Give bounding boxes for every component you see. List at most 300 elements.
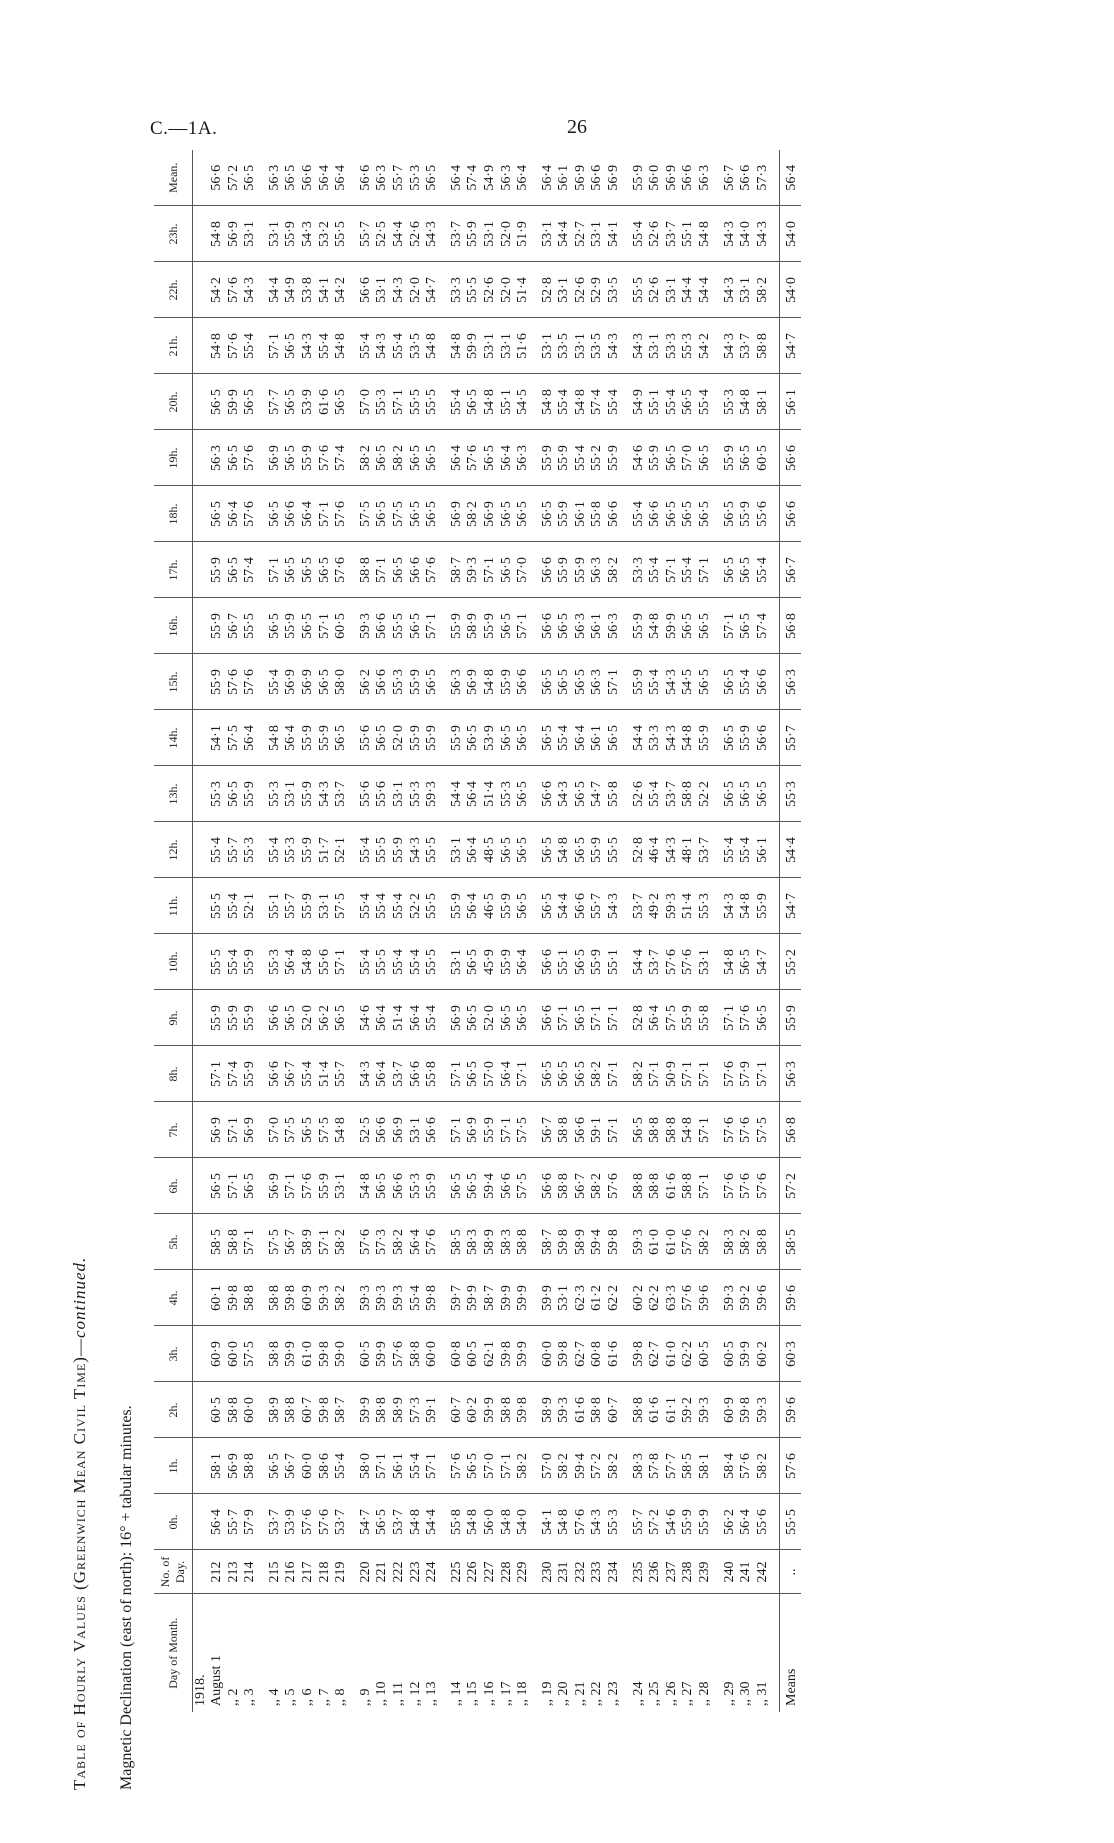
empty-cell [350,1594,358,1712]
header-hour-22: 22h. [154,262,193,318]
hour-value-cell: 57·6 [755,1158,772,1214]
hour-value-cell: 58·1 [755,374,772,430]
hourly-values-table-container [154,162,1054,1712]
hour-value-cell: 55·7 [226,1494,243,1550]
empty-cell [771,206,780,262]
hour-value-cell: 55·5 [374,822,391,878]
hour-value-cell: 57·6 [780,1438,801,1494]
hour-value-cell: 54·8 [697,206,714,262]
hour-value-cell: 51·4 [391,990,408,1046]
table-row [242,150,259,1712]
hour-value-cell: 55·3 [499,766,516,822]
hour-value-cell: 52·6 [482,262,499,318]
hour-value-cell: 57·6 [606,1158,623,1214]
empty-cell [441,374,449,430]
hour-value-cell: 58·1 [697,1438,714,1494]
day-number-cell: 237 [664,1550,681,1594]
hour-value-cell: 55·9 [780,990,801,1046]
hour-value-cell: 56·4 [374,990,391,1046]
hour-value-cell: 56·5 [333,990,350,1046]
hour-value-cell: 52·6 [647,262,664,318]
hour-value-cell: 57·0 [540,1438,557,1494]
hour-value-cell: 55·4 [738,822,755,878]
hour-value-cell: 56·6 [267,990,284,1046]
hour-value-cell: 54·8 [449,318,466,374]
hour-value-cell: 56·4 [408,990,425,1046]
hour-value-cell: 57·0 [515,542,532,598]
day-number-cell: 228 [499,1550,516,1594]
hour-value-cell: 55·4 [358,822,375,878]
empty-cell [259,374,267,430]
hour-value-cell: 57·1 [391,374,408,430]
empty-cell [350,1046,358,1102]
hour-value-cell: 54·3 [664,822,681,878]
empty-cell [259,1438,267,1494]
hour-value-cell: 56·9 [267,1158,284,1214]
empty-cell [259,654,267,710]
hour-value-cell: 56·5 [515,766,532,822]
hour-value-cell: 56·5 [556,654,573,710]
hour-value-cell: 57·4 [589,374,606,430]
hour-value-cell: 58·5 [680,1438,697,1494]
hour-value-cell: 55·9 [283,598,300,654]
header-hour-20: 20h. [154,374,193,430]
empty-cell [771,934,780,990]
hour-value-cell: 56·5 [515,878,532,934]
hour-value-cell: 54·7 [780,878,801,934]
empty-cell [623,262,631,318]
hour-value-cell: 56·4 [449,430,466,486]
hour-value-cell: 56·5 [680,374,697,430]
empty-cell [350,1326,358,1382]
empty-cell [714,598,722,654]
day-number-cell: 242 [755,1550,772,1594]
hour-value-cell: 56·5 [606,710,623,766]
header-hour-10: 10h. [154,934,193,990]
hour-value-cell: 56·3 [589,654,606,710]
hour-value-cell: 58·0 [358,1438,375,1494]
hour-value-cell: 59·3 [556,1382,573,1438]
hour-value-cell: 59·8 [499,1326,516,1382]
empty-cell [193,430,210,486]
hour-value-cell: 56·5 [540,822,557,878]
empty-cell [259,430,267,486]
hour-value-cell: 56·6 [780,486,801,542]
empty-cell [350,486,358,542]
empty-cell [259,990,267,1046]
hour-value-cell: 59·9 [540,1270,557,1326]
day-number-cell: 227 [482,1550,499,1594]
hour-value-cell: 55·4 [317,318,334,374]
hour-value-cell: 54·8 [499,1494,516,1550]
mean-value-cell: 55·7 [390,164,406,191]
hour-value-cell: 54·0 [780,262,801,318]
hour-value-cell: 58·3 [722,1214,739,1270]
hour-value-cell: 56·6 [755,710,772,766]
empty-cell [623,430,631,486]
hour-value-cell: 58·8 [408,1326,425,1382]
hour-value-cell: 57·0 [482,1046,499,1102]
hour-value-cell: 56·8 [780,1102,801,1158]
hour-value-cell: 53·3 [449,262,466,318]
hour-value-cell: 58·4 [722,1438,739,1494]
empty-cell [771,1594,780,1712]
hour-value-cell: 57·1 [515,1046,532,1102]
day-number-cell: 223 [408,1550,425,1594]
day-of-month-cell: ,, 19 [540,1594,557,1712]
day-number-cell: 212 [209,1550,226,1594]
mean-value-cell: 56·6 [589,164,605,191]
hour-value-cell: 53·1 [391,766,408,822]
hour-value-cell: 57·6 [226,318,243,374]
hour-value-cell: 56·3 [515,430,532,486]
hour-value-cell: 60·5 [755,430,772,486]
hour-value-cell: 52·1 [242,878,259,934]
table-row [374,150,391,1712]
day-of-month-cell: ,, 10 [374,1594,391,1712]
hour-value-cell: 55·9 [499,934,516,990]
day-of-month-cell: ,, 18 [515,1594,532,1712]
empty-cell [193,150,210,206]
hour-value-cell: 57·6 [738,990,755,1046]
empty-cell [532,486,540,542]
hour-value-cell: 55·9 [424,710,441,766]
hour-value-cell: 56·6 [606,486,623,542]
hour-value-cell: 56·6 [374,654,391,710]
hour-value-cell: 55·9 [606,430,623,486]
table-row [317,150,334,1712]
table-row [755,150,772,1712]
empty-cell [771,1158,780,1214]
hour-value-cell: 55·5 [631,262,648,318]
table-row [333,150,350,1712]
hour-value-cell: 60·7 [300,1382,317,1438]
hour-value-cell: 56·5 [300,542,317,598]
year-label: 1918. [193,1594,210,1712]
hour-value-cell: 56·9 [465,654,482,710]
hour-value-cell: 56·7 [283,1214,300,1270]
header-hour-23: 23h. [154,206,193,262]
hour-value-cell: 53·1 [647,318,664,374]
group-spacer [350,150,358,1712]
hour-value-cell: 58·2 [755,262,772,318]
hour-value-cell: 55·4 [647,766,664,822]
hour-value-cell: 55·4 [556,710,573,766]
hour-value-cell: 59·9 [738,1326,755,1382]
title-block [70,190,160,1790]
header-no-of-day: No. of Day. [154,1550,193,1594]
hour-value-cell: 55·9 [738,486,755,542]
table-body [193,150,802,1712]
empty-cell [771,1438,780,1494]
page-number: 26 [567,116,587,138]
hour-value-cell: 62·3 [573,1270,590,1326]
hour-value-cell: 54·0 [515,1494,532,1550]
hour-value-cell: 55·3 [697,878,714,934]
hour-value-cell: 56·5 [374,710,391,766]
empty-cell [259,822,267,878]
empty-cell [350,206,358,262]
table-row [697,150,714,1712]
hour-value-cell: 58·8 [515,1214,532,1270]
empty-cell [441,710,449,766]
hour-value-cell: 56·5 [515,710,532,766]
hour-value-cell: 57·1 [333,934,350,990]
group-spacer [623,150,631,1712]
day-of-month-cell: ,, 4 [267,1594,284,1712]
day-of-month-cell: ,, 3 [242,1594,259,1712]
empty-cell [714,1494,722,1550]
hour-value-cell: 56·5 [499,710,516,766]
hour-value-cell: 57·6 [722,1102,739,1158]
hour-value-cell: 59·9 [358,1382,375,1438]
hour-value-cell: 56·5 [540,710,557,766]
table-row [209,150,226,1712]
empty-cell [714,1326,722,1382]
hour-value-cell: 56·6 [573,1102,590,1158]
hour-value-cell: 56·5 [283,374,300,430]
hour-value-cell: 52·0 [499,206,516,262]
hour-value-cell: 57·2 [647,1494,664,1550]
hour-value-cell: 62·7 [573,1326,590,1382]
hour-value-cell: 55·5 [242,598,259,654]
hour-value-cell: 57·1 [283,1158,300,1214]
table-row [664,150,681,1712]
hour-value-cell: 59·3 [722,1270,739,1326]
hour-value-cell: 59·0 [333,1326,350,1382]
empty-cell [714,654,722,710]
hour-value-cell: 56·2 [317,990,334,1046]
empty-cell [771,1550,780,1594]
hour-value-cell: 55·9 [317,1158,334,1214]
empty-cell [714,430,722,486]
hour-value-cell: 58·9 [482,1214,499,1270]
hour-value-cell: 53·1 [556,262,573,318]
empty-cell [259,710,267,766]
day-number-cell: 213 [226,1550,243,1594]
hour-value-cell: 55·3 [391,654,408,710]
hour-value-cell: 57·5 [664,990,681,1046]
hour-value-cell: 55·4 [391,934,408,990]
empty-cell [259,150,267,206]
empty-cell [771,1270,780,1326]
hour-value-cell: 58·7 [449,542,466,598]
empty-cell [441,542,449,598]
group-spacer [259,150,267,1712]
hour-value-cell: 55·3 [680,318,697,374]
hour-value-cell: 57·6 [333,542,350,598]
day-number-cell: 234 [606,1550,623,1594]
hour-value-cell: 56·7 [573,1158,590,1214]
table-row [449,150,466,1712]
hour-value-cell: 59·4 [589,1214,606,1270]
table-title-main: Table of Hourly Values (Greenwich Mean Civil Time)— [70,1338,89,1790]
hour-value-cell: 55·9 [556,542,573,598]
hour-value-cell: 53·3 [631,542,648,598]
hour-value-cell: 55·9 [300,430,317,486]
hour-value-cell: 57·1 [499,1102,516,1158]
hour-value-cell: 55·5 [333,206,350,262]
hour-value-cell: 56·5 [499,598,516,654]
hour-value-cell: 56·4 [499,1046,516,1102]
hour-value-cell: 52·7 [573,206,590,262]
hour-value-cell: 57·5 [515,1158,532,1214]
hour-value-cell: 53·7 [267,1494,284,1550]
mean-value-cell: 57·3 [754,164,770,191]
hour-value-cell: 55·8 [606,766,623,822]
hour-value-cell: 56·6 [391,1158,408,1214]
hour-value-cell: 52·8 [631,990,648,1046]
table-row [573,150,590,1712]
hour-value-cell: 54·3 [589,1494,606,1550]
hour-value-cell: 55·9 [300,710,317,766]
year-row [193,150,210,1712]
hour-value-cell: 56·5 [424,486,441,542]
hour-value-cell: 56·5 [209,486,226,542]
hour-value-cell: 52·8 [540,262,557,318]
hour-value-cell: 54·3 [664,710,681,766]
hour-value-cell: 53·1 [408,1102,425,1158]
hour-value-cell: 54·8 [540,374,557,430]
hour-value-cell: 55·3 [283,822,300,878]
hour-value-cell: 54·3 [606,878,623,934]
hour-value-cell: 55·4 [267,654,284,710]
empty-cell [714,766,722,822]
empty-cell [441,1438,449,1494]
hour-value-cell: 56·5 [680,598,697,654]
hour-value-cell: 58·8 [283,1382,300,1438]
empty-cell [350,1102,358,1158]
hour-value-cell: 56·5 [573,934,590,990]
hour-value-cell: 54·4 [556,878,573,934]
hour-value-cell: 55·5 [209,878,226,934]
hour-value-cell: 57·0 [482,1438,499,1494]
mean-value-cell: 55·3 [407,164,423,191]
empty-cell [623,486,631,542]
hour-value-cell: 53·9 [300,374,317,430]
header-hour-12: 12h. [154,822,193,878]
hour-value-cell: 56·6 [267,1046,284,1102]
hour-value-cell: 58·2 [515,1438,532,1494]
hour-value-cell: 57·1 [697,1102,714,1158]
hour-value-cell: 59·2 [680,1382,697,1438]
hour-value-cell: 57·6 [738,1158,755,1214]
hour-value-cell: 56·5 [317,654,334,710]
empty-cell [259,542,267,598]
hour-value-cell: 56·5 [540,878,557,934]
hour-value-cell: 59·6 [755,1270,772,1326]
empty-cell [714,1214,722,1270]
hour-value-cell: 57·1 [374,542,391,598]
hour-value-cell: 57·2 [589,1438,606,1494]
hour-value-cell: 53·1 [556,1270,573,1326]
empty-cell [771,1326,780,1382]
hour-value-cell: 56·3 [780,1046,801,1102]
hour-value-cell: 57·1 [267,542,284,598]
empty-cell [532,1214,540,1270]
day-of-month-cell: ,, 6 [300,1594,317,1712]
hour-value-cell: 54·8 [647,598,664,654]
day-of-month-cell: ,, 2 [226,1594,243,1712]
empty-cell [714,990,722,1046]
header-hour-1: 1h. [154,1438,193,1494]
empty-cell [532,766,540,822]
hour-value-cell: 56·1 [780,374,801,430]
empty-cell [532,1326,540,1382]
hour-value-cell: 54·2 [697,318,714,374]
empty-cell [714,1438,722,1494]
hour-value-cell: 54·8 [680,710,697,766]
hour-value-cell: 55·6 [374,766,391,822]
hour-value-cell: 54·1 [317,262,334,318]
hour-value-cell: 56·5 [573,766,590,822]
hour-value-cell: 51·9 [515,206,532,262]
hour-value-cell: 54·8 [738,878,755,934]
hour-value-cell: 61·1 [664,1382,681,1438]
hour-value-cell: 56·5 [515,486,532,542]
hour-value-cell: 54·7 [424,262,441,318]
empty-cell [771,598,780,654]
hour-value-cell: 59·8 [738,1382,755,1438]
hour-value-cell: 56·4 [465,766,482,822]
hour-value-cell: 55·4 [333,1438,350,1494]
empty-cell [193,1046,210,1102]
hour-value-cell: 58·8 [499,1382,516,1438]
header-hour-18: 18h. [154,486,193,542]
empty-cell [350,990,358,1046]
hour-value-cell: 52·5 [358,1102,375,1158]
hour-value-cell: 58·7 [482,1270,499,1326]
empty-cell [350,1382,358,1438]
hour-value-cell: 60·5 [722,1326,739,1382]
empty-cell [623,1326,631,1382]
mean-value-cell: 56·4 [780,150,801,206]
day-number-cell: 216 [283,1550,300,1594]
hour-value-cell: 56·5 [697,486,714,542]
hour-value-cell: 55·5 [780,1494,801,1550]
hour-value-cell: 52·6 [408,206,425,262]
hour-value-cell: 57·6 [449,1438,466,1494]
empty-cell [623,1158,631,1214]
title-lines [70,1257,136,1790]
hour-value-cell: 55·9 [482,1102,499,1158]
empty-cell [441,318,449,374]
hour-value-cell: 55·5 [391,598,408,654]
hour-value-cell: 55·4 [391,318,408,374]
hour-value-cell: 58·8 [556,1158,573,1214]
hour-value-cell: 57·1 [226,1158,243,1214]
hour-value-cell: 57·1 [722,598,739,654]
empty-cell [350,766,358,822]
hour-value-cell: 57·5 [755,1102,772,1158]
empty-cell [714,318,722,374]
hour-value-cell: 55·1 [680,206,697,262]
hour-value-cell: 58·5 [449,1214,466,1270]
empty-cell [441,766,449,822]
header-hour-24: Mean. [154,150,193,206]
empty-cell [259,1158,267,1214]
empty-cell [350,654,358,710]
hour-value-cell: 57·1 [664,542,681,598]
empty-cell [193,262,210,318]
hour-value-cell: 56·6 [374,1102,391,1158]
hour-value-cell: 59·8 [606,1214,623,1270]
hour-value-cell: 56·9 [391,1102,408,1158]
hour-value-cell: 56·5 [738,542,755,598]
hour-value-cell: 56·9 [226,1438,243,1494]
empty-cell [623,1214,631,1270]
group-spacer [532,150,540,1712]
